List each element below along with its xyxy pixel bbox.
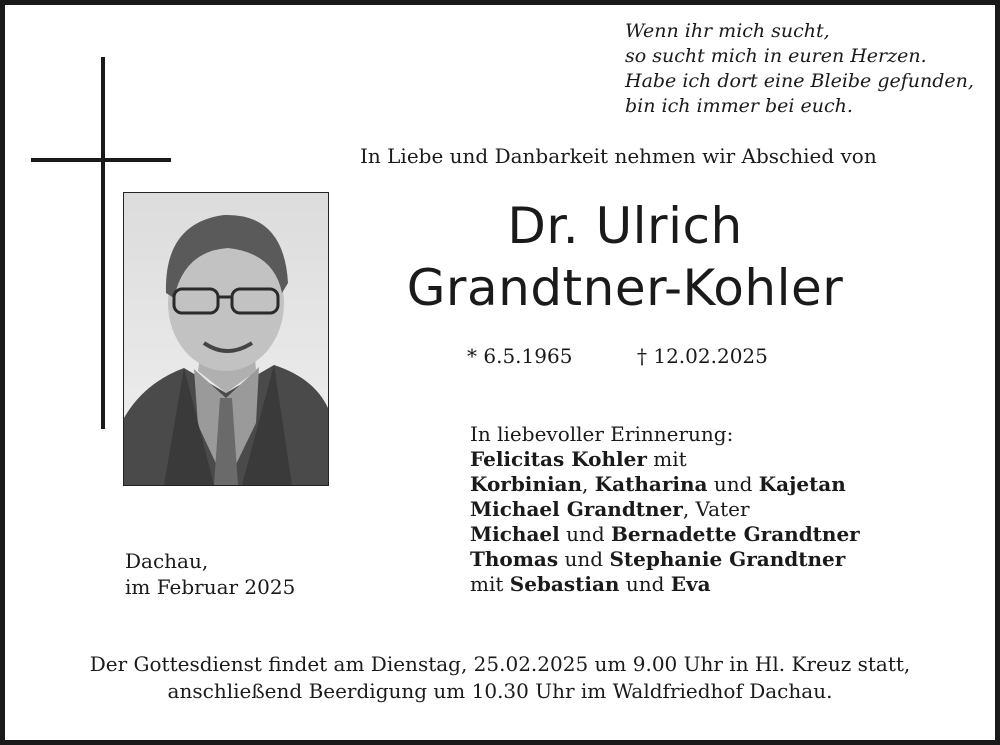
cross-bar [31, 158, 171, 162]
mourner-name: Katharina [594, 472, 708, 496]
mourner-name: Bernadette Grandtner [611, 522, 860, 546]
mourner-line [470, 497, 860, 522]
mourner-name: Michael Grandtner [470, 497, 683, 521]
poem-line-4: bin ich immer bei euch. [625, 95, 853, 117]
mourner-connector: und [619, 572, 671, 596]
mourner-connector: und [558, 547, 610, 571]
poem-line-3: Habe ich dort eine Bleibe gefunden, [625, 70, 974, 92]
mourner-line [470, 572, 860, 597]
mourner-connector: mit [646, 447, 687, 471]
deceased-name-line-2: Grandtner-Kohler [406, 259, 844, 317]
mourner-line [470, 472, 860, 497]
place-and-date [125, 548, 295, 600]
mourner-name: Thomas [470, 547, 559, 571]
deceased-name-line-1: Dr. Ulrich [507, 197, 743, 255]
mourner-connector: mit [470, 572, 510, 596]
farewell-intro: In Liebe und Danbarkeit nehmen wir Abschied von [360, 144, 877, 168]
mourner-connector: und [707, 472, 759, 496]
mourner-connector: und [559, 522, 612, 546]
mourner-line [470, 547, 860, 572]
mourner-name: Eva [670, 572, 711, 596]
mourner-name: Sebastian [509, 572, 620, 596]
service-info [5, 651, 995, 705]
mourner-name: Stephanie Grandtner [609, 547, 846, 571]
mourners-list [470, 422, 860, 597]
poem-line-1: Wenn ihr mich sucht, [625, 20, 830, 42]
notice-date: im Februar 2025 [125, 575, 296, 599]
service-line-2: anschließend Beerdigung um 10.30 Uhr im Waldfriedhof Dachau. [167, 679, 833, 703]
place-city: Dachau, [125, 549, 209, 573]
cross-icon [101, 57, 105, 429]
portrait-photo [123, 192, 329, 486]
mourner-name: Felicitas Kohler [470, 447, 647, 471]
mourner-name: Michael [470, 522, 560, 546]
mourner-line [470, 522, 860, 547]
mourners-heading: In liebevoller Erinnerung: [470, 422, 734, 446]
mourner-line [470, 447, 860, 472]
poem-line-2: so sucht mich in euren Herzen. [625, 45, 927, 67]
poem [625, 19, 974, 119]
mourner-name: Kajetan [758, 472, 846, 496]
death-date: † 12.02.2025 [637, 344, 768, 368]
mourner-connector: , [582, 472, 595, 496]
mourner-name: Korbinian [470, 472, 583, 496]
service-line-1: Der Gottesdienst findet am Dienstag, 25.02.2025 um 9.00 Uhr in Hl. Kreuz statt, [89, 652, 911, 676]
birth-date: * 6.5.1965 [467, 344, 573, 368]
mourner-connector: , Vater [682, 497, 750, 521]
